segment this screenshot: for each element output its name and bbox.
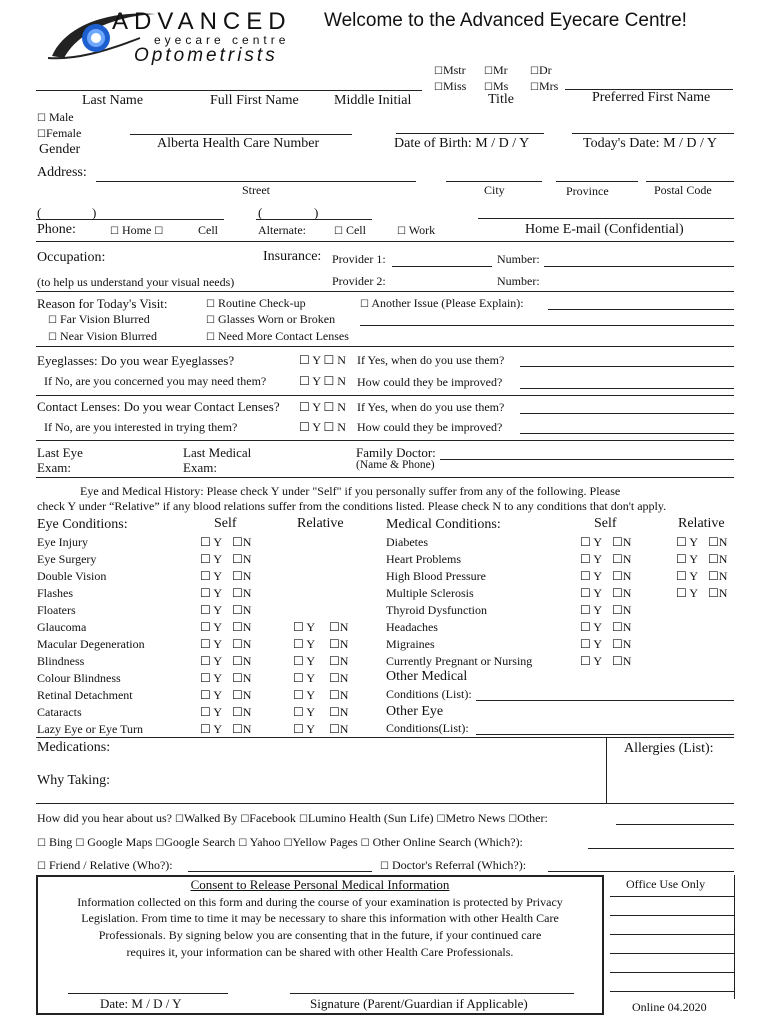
checkbox-icon: ☐ [484, 66, 493, 77]
reason-routine[interactable]: ☐ Routine Check-up [206, 296, 306, 310]
checkbox-icon: ☐ [240, 814, 250, 825]
eye-condition-label: Glaucoma [37, 620, 87, 634]
eyeglasses-yn[interactable]: ☐ Y ☐ N [299, 353, 346, 367]
checkbox-icon: ☐ [508, 814, 518, 825]
eye-self-yes[interactable]: ☐ Y [200, 688, 222, 702]
medical-self-no[interactable]: ☐N [612, 586, 632, 600]
consent-signature-label: Signature (Parent/Guardian if Applicable) [310, 996, 528, 1011]
checkbox-icon: ☐ [37, 861, 46, 872]
eye-relative-yes[interactable]: ☐ Y [293, 671, 315, 685]
office-use-label: Office Use Only [626, 877, 706, 891]
eye-relative-no[interactable]: ☐N [329, 620, 349, 634]
eye-condition-label: Macular Degeneration [37, 637, 145, 651]
medical-self-no[interactable]: ☐N [612, 535, 632, 549]
medical-condition-label: Migraines [386, 637, 435, 651]
reason-label: Reason for Today's Visit: [37, 296, 168, 311]
checkbox-icon: ☐ [334, 226, 343, 237]
medical-relative-no[interactable]: ☐N [708, 586, 728, 600]
consent-date-label: Date: M / D / Y [100, 996, 182, 1011]
other-eye-title: Other Eye [386, 704, 444, 719]
medical-condition-label: Diabetes [386, 535, 428, 549]
office-use-line [610, 915, 734, 916]
logo-brand: ADVANCED [112, 8, 292, 35]
checkbox-icon: ☐ [238, 838, 248, 849]
contacts-interest-yn[interactable]: ☐ Y ☐ N [299, 420, 346, 434]
last-eye-exam: Exam: [37, 460, 71, 475]
address-label: Address: [37, 165, 87, 180]
eye-self-yes[interactable]: ☐ Y [200, 620, 222, 634]
medical-relative-yes[interactable]: ☐ Y [676, 535, 698, 549]
eye-self-no[interactable]: ☐N [232, 722, 252, 736]
other-medical-list: Conditions (List): [386, 687, 472, 701]
other-medical-title: Other Medical [386, 669, 468, 684]
medical-self-no[interactable]: ☐N [612, 654, 632, 668]
last-medical-exam: Exam: [183, 460, 217, 475]
reason-glasses[interactable]: ☐ Glasses Worn or Broken [206, 312, 336, 326]
phone-paren-close: ) [92, 205, 97, 220]
street-label: Street [242, 183, 270, 197]
medical-relative-header: Relative [678, 516, 725, 531]
consent-line-1: Information collected on this form and during the course of your examination is protected by Privacy [77, 895, 563, 909]
contacts-yn[interactable]: ☐ Y ☐ N [299, 400, 346, 414]
eye-self-yes[interactable]: ☐ Y [200, 552, 222, 566]
eye-self-yes[interactable]: ☐ Y [200, 637, 222, 651]
medical-condition-label: Headaches [386, 620, 438, 634]
checkbox-icon: ☐ [75, 838, 85, 849]
eye-condition-label: Lazy Eye or Eye Turn [37, 722, 143, 736]
title-ms[interactable]: ☐Ms [484, 79, 509, 93]
eye-self-yes[interactable]: ☐ Y [200, 671, 222, 685]
medical-condition-label: Currently Pregnant or Nursing [386, 654, 533, 668]
medical-self-no[interactable]: ☐N [612, 637, 632, 651]
phone-home[interactable]: ☐ Home ☐ [110, 223, 164, 237]
eyeglasses-improve: How could they be improved? [357, 375, 503, 389]
allergies-label: Allergies (List): [624, 741, 714, 756]
medical-condition-label: High Blood Pressure [386, 569, 486, 583]
medical-self-yes[interactable]: ☐ Y [580, 569, 602, 583]
middle-initial-label: Middle Initial [334, 93, 412, 108]
office-use-line [610, 934, 734, 935]
medical-self-yes[interactable]: ☐ Y [580, 603, 602, 617]
alt-work[interactable]: ☐ Work [397, 223, 436, 237]
eye-self-no[interactable]: ☐N [232, 654, 252, 668]
contacts-question: Contact Lenses: Do you wear Contact Lenses? [37, 399, 280, 414]
consent-line-4: requires it, your information can be shared with other Health Care Professionals. [126, 945, 514, 959]
title-mr[interactable]: ☐Mr [484, 63, 508, 77]
checkbox-icon: ☐ [397, 226, 406, 237]
eye-self-no[interactable]: ☐N [232, 620, 252, 634]
checkbox-icon: ☐ [434, 66, 443, 77]
eye-relative-yes[interactable]: ☐ Y [293, 637, 315, 651]
dob-label: Date of Birth: M / D / Y [394, 136, 530, 151]
medical-self-no[interactable]: ☐N [612, 620, 632, 634]
medical-self-yes[interactable]: ☐ Y [580, 620, 602, 634]
checkbox-icon: ☐ [360, 838, 370, 849]
eye-relative-yes[interactable]: ☐ Y [293, 620, 315, 634]
phone-paren-open: ( [37, 205, 42, 220]
checkbox-icon: ☐ [48, 332, 57, 343]
eye-condition-label: Eye Surgery [37, 552, 97, 566]
eye-relative-yes[interactable]: ☐ Y [293, 722, 315, 736]
eye-relative-yes[interactable]: ☐ Y [293, 654, 315, 668]
medical-condition-label: Heart Problems [386, 552, 461, 566]
eyeglasses-concern: If No, are you concerned you may need them? [44, 374, 267, 388]
hear-friend: ☐ Friend / Relative (Who?): [37, 858, 173, 872]
title-label: Title [488, 92, 514, 107]
eye-relative-yes[interactable]: ☐ Y [293, 705, 315, 719]
checkbox-icon: ☐ [434, 82, 443, 93]
family-doctor-hint: (Name & Phone) [356, 459, 435, 471]
checkbox-icon: ☐ [48, 315, 57, 326]
eye-relative-no[interactable]: ☐N [329, 671, 349, 685]
province-label: Province [566, 184, 609, 198]
medical-relative-no[interactable]: ☐N [708, 569, 728, 583]
checkbox-icon: ☐ [530, 82, 539, 93]
last-eye-label: Last Eye [37, 445, 83, 460]
email-label: Home E-mail (Confidential) [525, 222, 684, 237]
last-medical-label: Last Medical [183, 445, 252, 460]
medical-condition-label: Thyroid Dysfunction [386, 603, 487, 617]
checkbox-icon: ☐ [530, 66, 539, 77]
eye-self-yes[interactable]: ☐ Y [200, 586, 222, 600]
why-taking-label: Why Taking: [37, 773, 111, 788]
eye-self-header: Self [214, 516, 237, 531]
eyeglasses-ifyes: If Yes, when do you use them? [357, 353, 505, 367]
checkbox-icon: ☐ [206, 332, 215, 343]
reason-near[interactable]: ☐ Near Vision Blurred [48, 329, 158, 343]
eye-self-no[interactable]: ☐N [232, 586, 252, 600]
eye-relative-yes[interactable]: ☐ Y [293, 688, 315, 702]
checkbox-icon: ☐ [154, 226, 164, 237]
medical-self-no[interactable]: ☐N [612, 603, 632, 617]
checkbox-icon: ☐ [37, 113, 46, 124]
eye-self-yes[interactable]: ☐ Y [200, 535, 222, 549]
checkbox-icon: ☐ [484, 82, 493, 93]
checkbox-icon: ☐ [37, 129, 46, 140]
medical-self-yes[interactable]: ☐ Y [580, 535, 602, 549]
eye-relative-no[interactable]: ☐N [329, 637, 349, 651]
eye-condition-label: Retinal Detachment [37, 688, 133, 702]
eye-self-yes[interactable]: ☐ Y [200, 603, 222, 617]
eye-condition-label: Blindness [37, 654, 85, 668]
office-use-line [610, 896, 734, 897]
insurance-label: Insurance: [263, 249, 322, 264]
medical-conditions-title: Medical Conditions: [386, 517, 501, 532]
history-instructions-1: Eye and Medical History: Please check Y under "Self" if you personally suffer from any of the following. Please [80, 484, 621, 498]
logo-optometrists: Optometrists [134, 45, 278, 66]
eye-condition-label: Flashes [37, 586, 73, 600]
history-instructions-2: check Y under “Relative” if any blood relations suffer from the conditions listed. Please check N to any conditions that don't apply. [37, 499, 667, 513]
contacts-improve: How could they be improved? [357, 420, 503, 434]
checkbox-icon: ☐ [174, 814, 184, 825]
provider1-label: Provider 1: [332, 252, 386, 266]
eye-self-no[interactable]: ☐N [232, 671, 252, 685]
preferred-name-label: Preferred First Name [592, 90, 711, 105]
eye-self-yes[interactable]: ☐ Y [200, 705, 222, 719]
checkbox-icon: ☐ [360, 299, 369, 310]
title-mrs[interactable]: ☐Mrs [530, 79, 559, 93]
alternate-label: Alternate: [258, 223, 306, 237]
phone-label: Phone: [37, 222, 76, 237]
today-date-label: Today's Date: M / D / Y [583, 136, 718, 151]
eye-condition-label: Eye Injury [37, 535, 88, 549]
eye-relative-no[interactable]: ☐N [329, 705, 349, 719]
eyeglasses-concern-yn[interactable]: ☐ Y ☐ N [299, 374, 346, 388]
eye-condition-label: Colour Blindness [37, 671, 121, 685]
contacts-ifyes: If Yes, when do you use them? [357, 400, 505, 414]
hear-referral: ☐ Doctor's Referral (Which?): [380, 858, 527, 872]
medical-self-yes[interactable]: ☐ Y [580, 654, 602, 668]
medical-self-yes[interactable]: ☐ Y [580, 552, 602, 566]
eye-relative-header: Relative [297, 516, 344, 531]
eye-conditions-title: Eye Conditions: [37, 517, 128, 532]
last-name-label: Last Name [82, 93, 144, 108]
logo-subtitle: eyecare centre [154, 33, 290, 47]
medical-self-no[interactable]: ☐N [612, 552, 632, 566]
eye-condition-label: Double Vision [37, 569, 107, 583]
other-eye-list: Conditions(List): [386, 721, 469, 735]
reason-another[interactable]: ☐ Another Issue (Please Explain): [360, 296, 524, 310]
occupation-help: (to help us understand your visual needs) [37, 275, 235, 289]
eye-relative-no[interactable]: ☐N [329, 688, 349, 702]
ahc-label: Alberta Health Care Number [157, 136, 320, 151]
title-mstr[interactable]: ☐Mstr [434, 63, 466, 77]
eye-self-yes[interactable]: ☐ Y [200, 654, 222, 668]
city-label: City [484, 183, 505, 197]
first-name-label: Full First Name [210, 93, 299, 108]
checkbox-icon: ☐ [283, 838, 293, 849]
medical-relative-no[interactable]: ☐N [708, 552, 728, 566]
title-dr[interactable]: ☐Dr [530, 63, 552, 77]
family-doctor-label: Family Doctor: [356, 445, 436, 460]
medical-relative-yes[interactable]: ☐ Y [676, 552, 698, 566]
medical-relative-no[interactable]: ☐N [708, 535, 728, 549]
medications-label: Medications: [37, 740, 111, 755]
eye-condition-label: Cataracts [37, 705, 82, 719]
office-use-line [610, 953, 734, 954]
contacts-interest: If No, are you interested in trying them? [44, 420, 238, 434]
consent-line-3: Professionals. By signing below you are consenting that in the future, if your continued care [98, 928, 542, 942]
medical-self-header: Self [594, 516, 617, 531]
medical-self-yes[interactable]: ☐ Y [580, 637, 602, 651]
consent-title: Consent to Release Personal Medical Information [190, 877, 450, 892]
gender-female[interactable]: ☐Female [37, 126, 82, 140]
phone-cell[interactable]: Cell [198, 223, 218, 237]
eye-self-no[interactable]: ☐N [232, 637, 252, 651]
occupation-label: Occupation: [37, 250, 106, 265]
eye-self-no[interactable]: ☐N [232, 569, 252, 583]
eye-self-no[interactable]: ☐N [232, 535, 252, 549]
welcome-title: Welcome to the Advanced Eyecare Centre! [324, 10, 687, 31]
office-use-line [610, 972, 734, 973]
medical-self-no[interactable]: ☐N [612, 569, 632, 583]
reason-far[interactable]: ☐ Far Vision Blurred [48, 312, 150, 326]
title-miss[interactable]: ☐Miss [434, 79, 467, 93]
eye-self-no[interactable]: ☐N [232, 705, 252, 719]
office-use-line [610, 991, 734, 992]
checkbox-icon: ☐ [37, 838, 46, 849]
number1-label: Number: [497, 252, 540, 266]
gender-label: Gender [39, 142, 81, 157]
eye-self-no[interactable]: ☐N [232, 603, 252, 617]
checkbox-icon: ☐ [436, 814, 446, 825]
hear-about-question: How did you hear about us? ☐Walked By ☐Facebook ☐Lumino Health (Sun Life) ☐Metro News ☐Other: [37, 811, 548, 825]
eyeglasses-question: Eyeglasses: Do you wear Eyeglasses? [37, 353, 235, 368]
checkbox-icon: ☐ [206, 315, 215, 326]
medical-condition-label: Multiple Sclerosis [386, 586, 474, 600]
consent-line-2: Legislation. From time to time it may be necessary to share this information with other Health Care [81, 911, 559, 925]
alt-paren-close: ) [314, 205, 319, 220]
hear-about-row2: ☐ Bing ☐ Google Maps ☐Google Search ☐ Yahoo ☐Yellow Pages ☐ Other Online Search (Which?): [37, 835, 523, 849]
eye-condition-label: Floaters [37, 603, 76, 617]
provider2-label: Provider 2: [332, 274, 386, 288]
medical-relative-yes[interactable]: ☐ Y [676, 569, 698, 583]
checkbox-icon: ☐ [380, 861, 389, 872]
medical-relative-yes[interactable]: ☐ Y [676, 586, 698, 600]
checkbox-icon: ☐ [155, 838, 165, 849]
alt-cell[interactable]: ☐ Cell [334, 223, 366, 237]
eye-relative-no[interactable]: ☐N [329, 722, 349, 736]
checkbox-icon: ☐ [206, 299, 215, 310]
eye-self-yes[interactable]: ☐ Y [200, 569, 222, 583]
form-version: Online 04.2020 [632, 1000, 707, 1014]
number2-label: Number: [497, 274, 540, 288]
eye-self-no[interactable]: ☐N [232, 688, 252, 702]
checkbox-icon: ☐ [298, 814, 308, 825]
checkbox-icon: ☐ [110, 226, 119, 237]
reason-lenses[interactable]: ☐ Need More Contact Lenses [206, 329, 349, 343]
medical-self-yes[interactable]: ☐ Y [580, 586, 602, 600]
alt-paren-open: ( [258, 205, 263, 220]
gender-male[interactable]: ☐ Male [37, 110, 74, 124]
eye-self-no[interactable]: ☐N [232, 552, 252, 566]
eye-relative-no[interactable]: ☐N [329, 654, 349, 668]
eye-self-yes[interactable]: ☐ Y [200, 722, 222, 736]
postal-code-label: Postal Code [654, 183, 712, 197]
